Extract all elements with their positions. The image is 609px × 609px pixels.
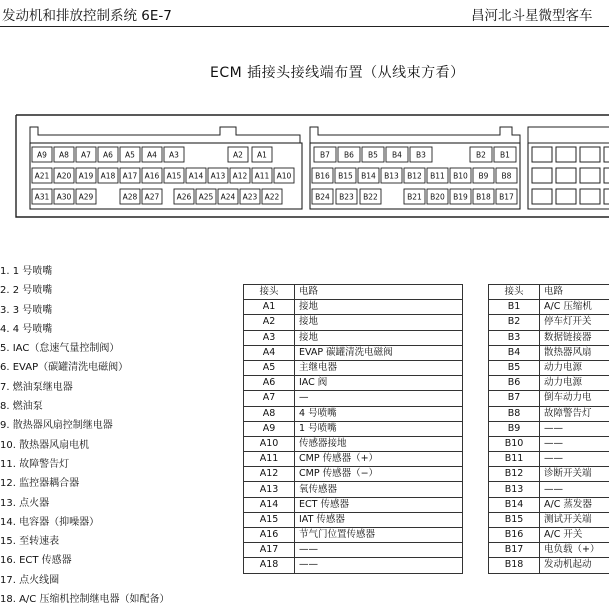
- circuit-cell: 倒车动力电: [540, 391, 609, 406]
- pin-label: B20: [430, 193, 445, 202]
- pin-cell: B6: [489, 376, 540, 391]
- pin-cell: B1: [489, 300, 540, 315]
- pin-label: B16: [315, 172, 330, 181]
- circuit-cell: 散热器风扇: [540, 345, 609, 360]
- pin-label: A15: [167, 172, 182, 181]
- pin-table-a: [243, 284, 463, 574]
- pin-cell: A6: [244, 376, 295, 391]
- table-row: [489, 482, 609, 497]
- circuit-cell: 故障警告灯: [540, 406, 609, 421]
- pin-cell: A17: [244, 543, 295, 558]
- table-row: [489, 497, 609, 512]
- pin-label: B23: [339, 193, 354, 202]
- pin-label: A16: [145, 172, 160, 181]
- column-header-pin: 接头: [489, 285, 540, 300]
- pin-cell: A7: [244, 391, 295, 406]
- circuit-cell: A/C 开关: [540, 528, 609, 543]
- pin-label: B12: [407, 172, 422, 181]
- pin-label: A4: [147, 151, 157, 160]
- pin-cell: A14: [244, 497, 295, 512]
- pin-cell: B4: [489, 345, 540, 360]
- circuit-cell: 接地: [295, 330, 463, 345]
- pin-cell: B8: [489, 406, 540, 421]
- legend-item: 2. 2 号喷嘴: [0, 281, 169, 300]
- table-row: [489, 300, 609, 315]
- header-chapter-title: 发动机和排放控制系统 6E-7: [2, 4, 172, 24]
- table-row: [244, 543, 463, 558]
- circuit-cell: —: [295, 391, 463, 406]
- table-header-row: [489, 285, 609, 300]
- circuit-cell: ——: [295, 558, 463, 573]
- pin-cell: A16: [244, 528, 295, 543]
- legend-item: 17. 点火线圈: [0, 571, 169, 590]
- pin-cell: A9: [244, 421, 295, 436]
- pin-label: B15: [338, 172, 353, 181]
- pin-cell: B10: [489, 436, 540, 451]
- pin-cell: A3: [244, 330, 295, 345]
- table-row: [244, 512, 463, 527]
- pin-label: A6: [103, 151, 113, 160]
- pin-label: A1: [257, 151, 267, 160]
- pin-label: A27: [145, 193, 160, 202]
- table-row: [489, 345, 609, 360]
- pin-label: B19: [453, 193, 468, 202]
- legend-item: 6. EVAP（碳罐清洗电磁阀）: [0, 358, 169, 377]
- table-row: [244, 376, 463, 391]
- header-vehicle-name: 昌河北斗星微型客车: [471, 4, 593, 24]
- circuit-cell: CMP 传感器（+）: [295, 452, 463, 467]
- pin-label: A18: [101, 172, 116, 181]
- pin-label: A9: [37, 151, 47, 160]
- pin-cell: B7: [489, 391, 540, 406]
- table-row: [244, 360, 463, 375]
- pin-label: B14: [361, 172, 376, 181]
- pin-cell: B2: [489, 315, 540, 330]
- legend-item: 9. 散热器风扇控制继电器: [0, 416, 169, 435]
- pin-label: B5: [368, 151, 378, 160]
- circuit-cell: 动力电源: [540, 360, 609, 375]
- pin-label: B10: [453, 172, 468, 181]
- pin-cell: A13: [244, 482, 295, 497]
- pin-label: A3: [169, 151, 179, 160]
- legend-item: 5. IAC（怠速气量控制阀）: [0, 339, 169, 358]
- circuit-cell: 节气门位置传感器: [295, 528, 463, 543]
- table-row: [244, 528, 463, 543]
- circuit-cell: 动力电源: [540, 376, 609, 391]
- pin-cell: B16: [489, 528, 540, 543]
- pin-label: A11: [255, 172, 270, 181]
- pin-label: B2: [476, 151, 486, 160]
- pin-label: A12: [233, 172, 248, 181]
- pin-label: A8: [59, 151, 69, 160]
- pin-cell: A4: [244, 345, 295, 360]
- circuit-cell: ——: [540, 436, 609, 451]
- circuit-cell: 测试开关端: [540, 512, 609, 527]
- pin-label: B22: [363, 193, 378, 202]
- legend-item: 15. 至转速表: [0, 532, 169, 551]
- pin-cell: B3: [489, 330, 540, 345]
- pin-label: A21: [35, 172, 50, 181]
- table-row: [244, 421, 463, 436]
- connector-c-cells: [532, 147, 609, 204]
- table-row: [244, 406, 463, 421]
- table-row: [244, 558, 463, 573]
- pin-label: A17: [123, 172, 138, 181]
- table-row: [489, 512, 609, 527]
- pin-label: A19: [79, 172, 94, 181]
- pin-label: B9: [479, 172, 489, 181]
- pin-label: B17: [499, 193, 514, 202]
- pin-cell: A5: [244, 360, 295, 375]
- legend-item: 11. 故障警告灯: [0, 455, 169, 474]
- table-row: [489, 315, 609, 330]
- circuit-cell: 4 号喷嘴: [295, 406, 463, 421]
- pin-cell: A2: [244, 315, 295, 330]
- circuit-cell: 接地: [295, 315, 463, 330]
- pin-cell: B9: [489, 421, 540, 436]
- circuit-cell: CMP 传感器（−）: [295, 467, 463, 482]
- pin-label: B6: [344, 151, 354, 160]
- circuit-cell: 停车灯开关: [540, 315, 609, 330]
- connector-a-pins: [32, 147, 294, 204]
- table-row: [489, 391, 609, 406]
- circuit-cell: 传感器接地: [295, 436, 463, 451]
- pin-cell: B17: [489, 543, 540, 558]
- legend-item: 13. 点火器: [0, 494, 169, 513]
- pin-cell: A18: [244, 558, 295, 573]
- circuit-cell: ——: [295, 543, 463, 558]
- component-legend: [0, 262, 169, 609]
- circuit-cell: 电负载（+）: [540, 543, 609, 558]
- pin-label: A13: [211, 172, 226, 181]
- circuit-cell: 接地: [295, 300, 463, 315]
- column-header-pin: 接头: [244, 285, 295, 300]
- table-row: [489, 436, 609, 451]
- table-row: [244, 482, 463, 497]
- legend-item: 4. 4 号喷嘴: [0, 320, 169, 339]
- pin-label: A25: [199, 193, 214, 202]
- circuit-cell: ——: [540, 482, 609, 497]
- table-row: [244, 315, 463, 330]
- legend-item: 7. 燃油泵继电器: [0, 378, 169, 397]
- circuit-cell: 数据链接器: [540, 330, 609, 345]
- pin-label: A28: [123, 193, 138, 202]
- circuit-cell: ECT 传感器: [295, 497, 463, 512]
- pin-cell: B15: [489, 512, 540, 527]
- table-row: [489, 376, 609, 391]
- pin-label: A31: [35, 193, 50, 202]
- pin-cell: A15: [244, 512, 295, 527]
- pin-label: A30: [57, 193, 72, 202]
- pin-cell: A11: [244, 452, 295, 467]
- circuit-cell: 发动机起动: [540, 558, 609, 573]
- pin-label: A10: [277, 172, 292, 181]
- header-divider: [0, 26, 609, 27]
- table-row: [244, 300, 463, 315]
- legend-item: 1. 1 号喷嘴: [0, 262, 169, 281]
- pin-cell: B13: [489, 482, 540, 497]
- circuit-cell: A/C 蒸发器: [540, 497, 609, 512]
- pin-label: B24: [315, 193, 330, 202]
- circuit-cell: IAT 传感器: [295, 512, 463, 527]
- pin-label: A2: [233, 151, 243, 160]
- pin-label: B4: [392, 151, 402, 160]
- table-row: [489, 543, 609, 558]
- pin-cell: B12: [489, 467, 540, 482]
- column-header-circuit: 电路: [295, 285, 463, 300]
- legend-item: 16. ECT 传感器: [0, 551, 169, 570]
- pin-label: B3: [416, 151, 426, 160]
- legend-item: 12. 监控器耦合器: [0, 474, 169, 493]
- pin-label: B11: [430, 172, 445, 181]
- pin-label: A29: [79, 193, 94, 202]
- table-row: [489, 360, 609, 375]
- table-row: [244, 497, 463, 512]
- circuit-cell: 主继电器: [295, 360, 463, 375]
- pin-label: A5: [125, 151, 135, 160]
- pin-label: A23: [243, 193, 258, 202]
- pin-cell: A8: [244, 406, 295, 421]
- table-row: [244, 391, 463, 406]
- table-row: [489, 406, 609, 421]
- pin-label: B18: [476, 193, 491, 202]
- table-row: [244, 452, 463, 467]
- circuit-cell: ——: [540, 421, 609, 436]
- legend-item: 18. A/C 压缩机控制继电器（如配备）: [0, 590, 169, 609]
- pin-cell: B18: [489, 558, 540, 573]
- legend-item: 10. 散热器风扇电机: [0, 436, 169, 455]
- table-row: [244, 345, 463, 360]
- pin-cell: B11: [489, 452, 540, 467]
- circuit-cell: IAC 阀: [295, 376, 463, 391]
- circuit-cell: 1 号喷嘴: [295, 421, 463, 436]
- connector-b-pins: [312, 147, 517, 204]
- ecm-connector-diagram: [0, 105, 609, 235]
- pin-table-b: [488, 284, 609, 574]
- pin-label: A22: [265, 193, 280, 202]
- pin-label: A26: [177, 193, 192, 202]
- legend-item: 14. 电容器（抑噪器）: [0, 513, 169, 532]
- pin-label: B7: [320, 151, 330, 160]
- page-title: ECM 插接头接线端布置（从线束方看）: [210, 62, 465, 82]
- table-row: [489, 528, 609, 543]
- pin-cell: B5: [489, 360, 540, 375]
- pin-label: B21: [407, 193, 422, 202]
- legend-item: 8. 燃油泵: [0, 397, 169, 416]
- legend-item: 3. 3 号喷嘴: [0, 301, 169, 320]
- table-row: [489, 467, 609, 482]
- table-row: [489, 452, 609, 467]
- table-row: [489, 558, 609, 573]
- circuit-cell: 诊断开关端: [540, 467, 609, 482]
- circuit-cell: 氧传感器: [295, 482, 463, 497]
- circuit-cell: EVAP 碳罐清洗电磁阀: [295, 345, 463, 360]
- pin-label: B1: [500, 151, 510, 160]
- table-row: [489, 421, 609, 436]
- pin-label: A14: [189, 172, 204, 181]
- pin-cell: A12: [244, 467, 295, 482]
- pin-label: B13: [384, 172, 399, 181]
- table-header-row: [244, 285, 463, 300]
- table-row: [489, 330, 609, 345]
- pin-label: B8: [502, 172, 512, 181]
- pin-cell: A10: [244, 436, 295, 451]
- table-row: [244, 436, 463, 451]
- pin-cell: A1: [244, 300, 295, 315]
- pin-cell: B14: [489, 497, 540, 512]
- column-header-circuit: 电路: [540, 285, 609, 300]
- pin-label: A7: [81, 151, 91, 160]
- pin-label: A24: [221, 193, 236, 202]
- pin-label: A20: [57, 172, 72, 181]
- circuit-cell: ——: [540, 452, 609, 467]
- circuit-cell: A/C 压缩机: [540, 300, 609, 315]
- table-row: [244, 467, 463, 482]
- table-row: [244, 330, 463, 345]
